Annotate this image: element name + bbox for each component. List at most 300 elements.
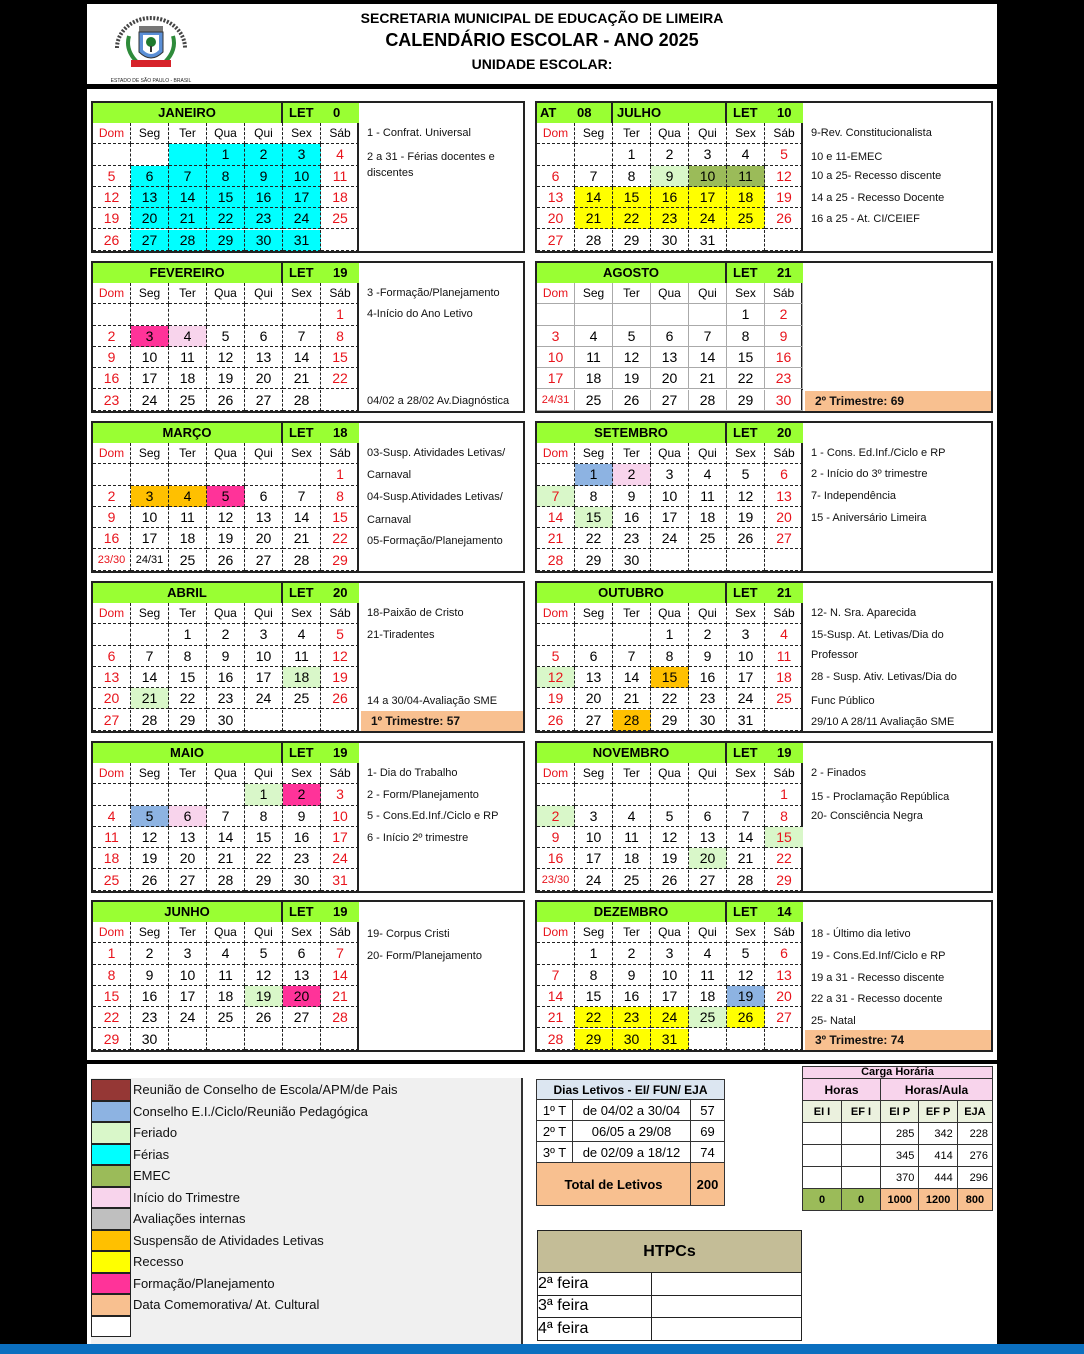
note-text: 20- Form/Planejamento bbox=[367, 950, 482, 962]
day-cell: 17 bbox=[245, 667, 283, 688]
day-cell: 15 bbox=[575, 986, 613, 1007]
day-cell: 14 bbox=[727, 827, 765, 848]
week-row bbox=[537, 166, 803, 187]
day-cell: 18 bbox=[689, 986, 727, 1007]
trimestre-summary: 1º Trimestre: 57 bbox=[361, 711, 523, 731]
day-cell: 8 bbox=[169, 646, 207, 667]
day-cell: 16 bbox=[283, 827, 321, 848]
day-cell: 9 bbox=[283, 806, 321, 827]
day-cell: 27 bbox=[765, 528, 803, 549]
day-cell: 14 bbox=[321, 965, 359, 986]
day-cell: 9 bbox=[613, 486, 651, 507]
note-text: 16 a 25 - At. CI/CEIEF bbox=[811, 213, 920, 225]
day-cell: 5 bbox=[727, 464, 765, 485]
day-cell: 15 bbox=[321, 347, 359, 368]
weekday-header-row bbox=[93, 763, 359, 784]
day-cell: 1 bbox=[321, 464, 359, 485]
footer-divider bbox=[87, 1060, 997, 1064]
day-cell: 29 bbox=[765, 870, 803, 891]
day-cell: 18 bbox=[93, 848, 131, 869]
day-cell: 21 bbox=[283, 528, 321, 549]
day-cell: 8 bbox=[321, 486, 359, 507]
weekday-header: Ter bbox=[169, 443, 207, 464]
day-cell: 2 bbox=[613, 943, 651, 964]
day-cell: 30 bbox=[207, 710, 245, 731]
day-cell bbox=[131, 784, 169, 805]
day-cell: 12 bbox=[651, 827, 689, 848]
day-cell: 15 bbox=[169, 667, 207, 688]
month-grid bbox=[537, 902, 803, 1050]
day-cell: 8 bbox=[765, 806, 803, 827]
day-cell bbox=[613, 784, 651, 805]
day-cell: 5 bbox=[651, 806, 689, 827]
day-cell: 3 bbox=[575, 806, 613, 827]
day-cell: 6 bbox=[537, 166, 575, 187]
day-cell: 16 bbox=[537, 848, 575, 869]
week-row bbox=[93, 848, 359, 869]
note-text: discentes bbox=[367, 167, 414, 179]
day-cell: 20 bbox=[765, 507, 803, 528]
day-cell bbox=[169, 304, 207, 325]
weekday-header: Dom bbox=[537, 123, 575, 144]
day-cell: 22 bbox=[321, 528, 359, 549]
day-cell: 24 bbox=[321, 848, 359, 869]
weekday-header: Sex bbox=[283, 123, 321, 144]
day-cell: 14 bbox=[283, 507, 321, 528]
weekday-header: Ter bbox=[169, 763, 207, 784]
day-cell: 9 bbox=[537, 827, 575, 848]
day-cell: 17 bbox=[131, 528, 169, 549]
month-name: ABRIL bbox=[93, 583, 283, 603]
weekday-header: Sex bbox=[283, 283, 321, 304]
day-cell: 4 bbox=[93, 806, 131, 827]
legend-label: Reunião de Conselho de Escola/APM/de Pais bbox=[133, 1082, 398, 1097]
week-row bbox=[93, 646, 359, 667]
day-cell: 12 bbox=[613, 347, 651, 368]
at-label: AT 08 bbox=[537, 103, 613, 123]
day-cell: 7 bbox=[283, 486, 321, 507]
day-cell: 8 bbox=[727, 326, 765, 347]
weekday-header: Dom bbox=[537, 922, 575, 943]
day-cell: 10 bbox=[537, 347, 575, 368]
month-name: DEZEMBRO bbox=[537, 902, 727, 922]
week-row bbox=[537, 528, 803, 549]
day-cell: 4 bbox=[321, 144, 359, 165]
weekday-header-row bbox=[537, 123, 803, 144]
day-cell: 16 bbox=[93, 368, 131, 389]
week-row bbox=[93, 486, 359, 507]
table-row: 345 414 276 bbox=[803, 1145, 993, 1167]
weekday-header: Qui bbox=[689, 443, 727, 464]
day-cell: 16 bbox=[93, 528, 131, 549]
day-cell: 29 bbox=[575, 550, 613, 571]
week-row bbox=[537, 187, 803, 208]
day-cell bbox=[651, 304, 689, 325]
htpc-value-cell[interactable] bbox=[652, 1295, 802, 1318]
weekday-header: Sex bbox=[727, 922, 765, 943]
week-row bbox=[93, 667, 359, 688]
legend-swatch bbox=[91, 1230, 131, 1252]
day-cell: 21 bbox=[131, 688, 169, 709]
legend-label: Conselho E.I./Ciclo/Reunião Pedagógica bbox=[133, 1103, 368, 1119]
day-cell: 4 bbox=[765, 624, 803, 645]
month-setembro bbox=[535, 421, 993, 573]
day-cell: 11 bbox=[207, 965, 245, 986]
day-cell: 28 bbox=[613, 710, 651, 731]
month-grid bbox=[537, 103, 803, 251]
htpc-value-cell[interactable] bbox=[652, 1318, 802, 1341]
day-cell bbox=[283, 710, 321, 731]
table-row: 3º T de 02/09 a 18/12 74 bbox=[537, 1142, 725, 1163]
day-cell: 7 bbox=[283, 326, 321, 347]
day-cell: 16 bbox=[689, 667, 727, 688]
day-cell: 20 bbox=[575, 688, 613, 709]
weekday-header: Sex bbox=[727, 763, 765, 784]
day-cell bbox=[537, 784, 575, 805]
day-cell bbox=[321, 230, 359, 251]
month-notes bbox=[805, 583, 991, 731]
day-cell: 9 bbox=[613, 965, 651, 986]
day-cell bbox=[245, 710, 283, 731]
legend-swatch bbox=[91, 1079, 131, 1101]
legend-swatch bbox=[91, 1208, 131, 1230]
day-cell: 5 bbox=[765, 144, 803, 165]
table-row: 2º T 06/05 a 29/08 69 bbox=[537, 1121, 725, 1142]
day-cell: 10 bbox=[131, 347, 169, 368]
day-cell: 15 bbox=[245, 827, 283, 848]
week-row bbox=[537, 784, 803, 805]
day-cell: 16 bbox=[651, 187, 689, 208]
month-novembro bbox=[535, 741, 993, 893]
day-cell: 8 bbox=[575, 965, 613, 986]
day-cell bbox=[651, 550, 689, 571]
week-row bbox=[93, 827, 359, 848]
day-cell: 29 bbox=[169, 710, 207, 731]
weekday-header: Ter bbox=[613, 283, 651, 304]
day-cell: 1 bbox=[727, 304, 765, 325]
weekday-header: Sáb bbox=[321, 283, 359, 304]
month-notes bbox=[361, 583, 523, 731]
day-cell: 25 bbox=[727, 208, 765, 229]
note-text: 18 - Último dia letivo bbox=[811, 928, 911, 940]
day-cell: 29 bbox=[245, 870, 283, 891]
legend-item bbox=[91, 1144, 523, 1166]
weekday-header: Dom bbox=[93, 603, 131, 624]
month-dezembro bbox=[535, 900, 993, 1052]
weekday-header: Sáb bbox=[321, 443, 359, 464]
dias-letivos-title: Dias Letivos - EI/ FUN/ EJA bbox=[537, 1080, 725, 1100]
weekday-header: Qua bbox=[651, 603, 689, 624]
day-cell: 29 bbox=[613, 230, 651, 251]
month-julho bbox=[535, 101, 993, 253]
day-cell: 14 bbox=[207, 827, 245, 848]
day-cell: 23 bbox=[93, 390, 131, 411]
day-cell: 30 bbox=[651, 230, 689, 251]
day-cell: 1 bbox=[613, 144, 651, 165]
day-cell: 7 bbox=[131, 646, 169, 667]
day-cell: 20 bbox=[131, 208, 169, 229]
day-cell bbox=[169, 144, 207, 165]
day-cell: 5 bbox=[613, 326, 651, 347]
weekday-header: Qui bbox=[245, 922, 283, 943]
day-cell: 21 bbox=[727, 848, 765, 869]
day-cell: 7 bbox=[207, 806, 245, 827]
note-text: 04-Susp.Atividades Letivas/ bbox=[367, 491, 503, 503]
legend-item bbox=[91, 1251, 523, 1273]
day-cell: 20 bbox=[93, 688, 131, 709]
week-row bbox=[93, 986, 359, 1007]
day-cell: 26 bbox=[727, 1007, 765, 1028]
day-cell bbox=[765, 550, 803, 571]
day-cell: 10 bbox=[283, 166, 321, 187]
day-cell bbox=[321, 710, 359, 731]
day-cell: 19 bbox=[651, 848, 689, 869]
weekday-header: Seg bbox=[131, 763, 169, 784]
note-text: 28 - Susp. Ativ. Letivas/Dia do bbox=[811, 671, 957, 683]
legend-item bbox=[91, 1316, 523, 1338]
week-row bbox=[537, 390, 803, 411]
weekday-header: Sex bbox=[727, 443, 765, 464]
day-cell: 16 bbox=[613, 507, 651, 528]
htpc-value-cell[interactable] bbox=[652, 1273, 802, 1296]
let-count: LET 20 bbox=[283, 583, 359, 603]
day-cell: 2 bbox=[93, 486, 131, 507]
weekday-header: Qua bbox=[207, 763, 245, 784]
week-row bbox=[537, 1029, 803, 1050]
day-cell: 25 bbox=[321, 208, 359, 229]
day-cell: 13 bbox=[765, 965, 803, 986]
day-cell: 28 bbox=[537, 550, 575, 571]
day-cell: 25 bbox=[765, 688, 803, 709]
day-cell: 13 bbox=[131, 187, 169, 208]
week-row bbox=[93, 230, 359, 251]
day-cell: 22 bbox=[651, 688, 689, 709]
day-cell: 12 bbox=[727, 965, 765, 986]
day-cell: 13 bbox=[245, 347, 283, 368]
weekday-header: Sáb bbox=[321, 123, 359, 144]
day-cell: 27 bbox=[169, 870, 207, 891]
day-cell: 8 bbox=[321, 326, 359, 347]
week-row bbox=[93, 806, 359, 827]
note-text: Professor bbox=[811, 649, 859, 661]
day-cell: 24 bbox=[283, 208, 321, 229]
day-cell: 17 bbox=[689, 187, 727, 208]
week-row bbox=[93, 390, 359, 411]
day-cell: 14 bbox=[613, 667, 651, 688]
weekday-header: Dom bbox=[93, 763, 131, 784]
day-cell: 14 bbox=[131, 667, 169, 688]
weekday-header: Ter bbox=[169, 922, 207, 943]
note-text: 19- Corpus Cristi bbox=[367, 928, 450, 940]
week-row bbox=[93, 528, 359, 549]
week-row bbox=[537, 550, 803, 571]
day-cell: 22 bbox=[575, 528, 613, 549]
day-cell: 15 bbox=[727, 347, 765, 368]
day-cell: 6 bbox=[283, 943, 321, 964]
table-row: 4ª feira bbox=[538, 1318, 802, 1341]
day-cell: 6 bbox=[689, 806, 727, 827]
day-cell: 3 bbox=[321, 784, 359, 805]
day-cell: 1 bbox=[651, 624, 689, 645]
weekday-header: Dom bbox=[93, 443, 131, 464]
day-cell: 21 bbox=[613, 688, 651, 709]
legend-swatch bbox=[91, 1165, 131, 1187]
day-cell: 10 bbox=[689, 166, 727, 187]
weekday-header: Seg bbox=[131, 123, 169, 144]
weekday-header-row bbox=[537, 603, 803, 624]
weekday-header: Sáb bbox=[765, 763, 803, 784]
month-janeiro bbox=[91, 101, 525, 253]
day-cell bbox=[207, 464, 245, 485]
weekday-header: Qua bbox=[651, 763, 689, 784]
color-legend bbox=[91, 1078, 523, 1344]
note-text: 19 - Cons.Ed.Inf/Ciclo e RP bbox=[811, 950, 946, 962]
month-grid bbox=[537, 423, 803, 571]
day-cell: 25 bbox=[689, 1007, 727, 1028]
day-cell bbox=[613, 304, 651, 325]
day-cell: 27 bbox=[689, 870, 727, 891]
weekday-header: Seg bbox=[131, 443, 169, 464]
day-cell: 23 bbox=[207, 688, 245, 709]
day-cell: 18 bbox=[575, 368, 613, 389]
month-notes bbox=[805, 263, 991, 411]
let-count: LET 0 bbox=[283, 103, 359, 123]
day-cell: 14 bbox=[169, 187, 207, 208]
weekday-header: Sáb bbox=[765, 443, 803, 464]
legend-item bbox=[91, 1079, 523, 1101]
day-cell: 20 bbox=[651, 368, 689, 389]
let-count: LET 21 bbox=[727, 263, 803, 283]
day-cell: 6 bbox=[765, 943, 803, 964]
month-outubro bbox=[535, 581, 993, 733]
note-text: Carnaval bbox=[367, 514, 412, 526]
day-cell: 9 bbox=[93, 507, 131, 528]
day-cell: 12 bbox=[207, 347, 245, 368]
day-cell: 19 bbox=[245, 986, 283, 1007]
day-cell: 21 bbox=[283, 368, 321, 389]
legend-label: Suspensão de Atividades Letivas bbox=[133, 1232, 324, 1248]
day-cell: 20 bbox=[283, 986, 321, 1007]
day-cell: 24 bbox=[245, 688, 283, 709]
weekday-header: Seg bbox=[131, 283, 169, 304]
day-cell: 26 bbox=[537, 710, 575, 731]
week-row bbox=[537, 667, 803, 688]
month-grid bbox=[93, 902, 359, 1050]
month-name: NOVEMBRO bbox=[537, 743, 727, 763]
day-cell bbox=[93, 784, 131, 805]
day-cell: 27 bbox=[245, 550, 283, 571]
day-cell: 21 bbox=[537, 528, 575, 549]
day-cell: 3 bbox=[283, 144, 321, 165]
day-cell bbox=[727, 230, 765, 251]
day-cell: 4 bbox=[283, 624, 321, 645]
legend-label: Formação/Planejamento bbox=[133, 1275, 275, 1291]
day-cell: 24 bbox=[689, 208, 727, 229]
day-cell: 7 bbox=[537, 965, 575, 986]
day-cell: 25 bbox=[169, 550, 207, 571]
day-cell: 24 bbox=[169, 1007, 207, 1028]
let-count: LET 20 bbox=[727, 423, 803, 443]
note-text: 3 -Formação/Planejamento bbox=[367, 287, 500, 299]
day-cell: 9 bbox=[131, 965, 169, 986]
day-cell: 7 bbox=[613, 646, 651, 667]
day-cell: 8 bbox=[207, 166, 245, 187]
weekday-header: Qua bbox=[651, 123, 689, 144]
month-grid bbox=[93, 103, 359, 251]
weekday-header: Sex bbox=[283, 922, 321, 943]
page-title: CALENDÁRIO ESCOLAR - ANO 2025 bbox=[385, 30, 699, 50]
day-cell: 28 bbox=[283, 550, 321, 571]
week-row bbox=[93, 208, 359, 229]
day-cell: 22 bbox=[765, 848, 803, 869]
day-cell: 5 bbox=[245, 943, 283, 964]
month-name: AGOSTO bbox=[537, 263, 727, 283]
day-cell: 17 bbox=[321, 827, 359, 848]
legend-item bbox=[91, 1101, 523, 1123]
day-cell: 27 bbox=[245, 390, 283, 411]
note-text: Carnaval bbox=[367, 469, 412, 481]
day-cell: 30 bbox=[613, 550, 651, 571]
month-notes bbox=[805, 743, 991, 891]
day-cell bbox=[651, 784, 689, 805]
day-cell: 8 bbox=[613, 166, 651, 187]
legend-label: Férias bbox=[133, 1146, 170, 1162]
day-cell: 25 bbox=[283, 688, 321, 709]
day-cell: 10 bbox=[321, 806, 359, 827]
day-cell: 1 bbox=[245, 784, 283, 805]
note-text: 05-Formação/Planejamento bbox=[367, 535, 503, 547]
month-grid bbox=[93, 263, 359, 411]
week-row bbox=[93, 710, 359, 731]
month-notes bbox=[805, 902, 991, 1050]
day-cell: 11 bbox=[283, 646, 321, 667]
day-cell: 31 bbox=[321, 870, 359, 891]
bottom-bar bbox=[0, 1344, 1084, 1354]
day-cell bbox=[93, 304, 131, 325]
note-text: 04/02 a 28/02 Av.Diagnóstica bbox=[367, 395, 510, 407]
note-text: 4-Início do Ano Letivo bbox=[367, 308, 473, 320]
day-cell bbox=[689, 1029, 727, 1050]
day-cell: 27 bbox=[283, 1007, 321, 1028]
day-cell bbox=[727, 784, 765, 805]
day-cell: 26 bbox=[207, 390, 245, 411]
note-text: 18-Paixão de Cristo bbox=[367, 607, 464, 619]
day-cell: 28 bbox=[575, 230, 613, 251]
day-cell: 10 bbox=[245, 646, 283, 667]
day-cell: 1 bbox=[765, 784, 803, 805]
weekday-header: Seg bbox=[575, 123, 613, 144]
note-text: 2 a 31 - Férias docentes e bbox=[367, 151, 495, 163]
day-cell: 1 bbox=[207, 144, 245, 165]
day-cell: 28 bbox=[727, 870, 765, 891]
weekday-header: Sex bbox=[727, 603, 765, 624]
day-cell bbox=[537, 304, 575, 325]
weekday-header: Sex bbox=[727, 123, 765, 144]
note-text: 14 a 30/04-Avaliação SME bbox=[367, 695, 498, 707]
weekday-header: Ter bbox=[613, 123, 651, 144]
weekday-header: Qui bbox=[689, 922, 727, 943]
week-row bbox=[93, 784, 359, 805]
legend-swatch bbox=[91, 1187, 131, 1209]
weekday-header: Dom bbox=[537, 443, 575, 464]
legend-swatch bbox=[91, 1144, 131, 1166]
week-row bbox=[93, 943, 359, 964]
day-cell bbox=[537, 464, 575, 485]
day-cell: 27 bbox=[651, 390, 689, 411]
day-cell: 4 bbox=[727, 144, 765, 165]
weekday-header: Qua bbox=[207, 603, 245, 624]
day-cell: 21 bbox=[575, 208, 613, 229]
